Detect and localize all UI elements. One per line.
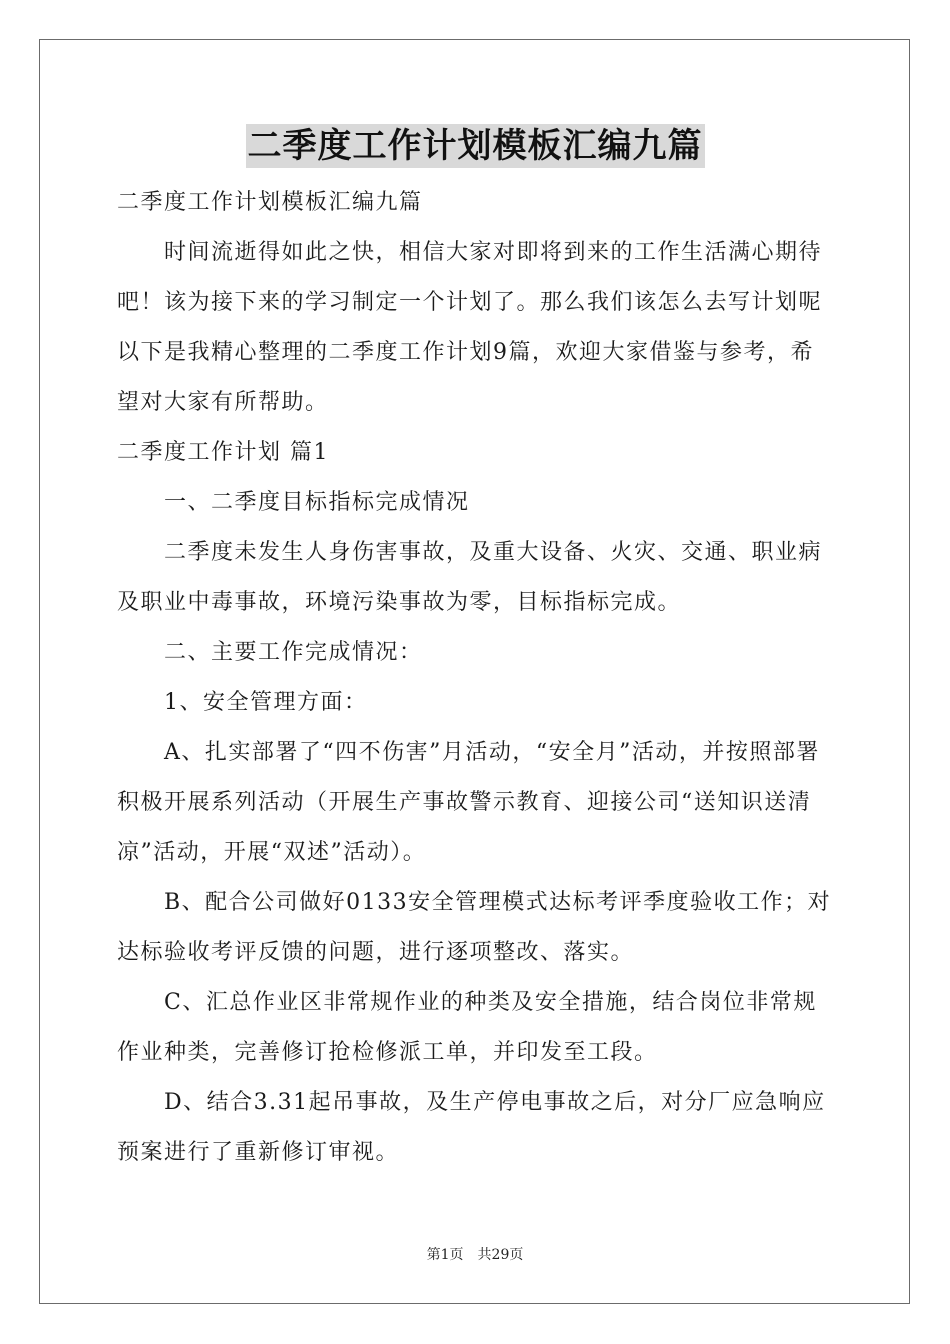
paragraph: 二季度未发生人身伤害事故，及重大设备、火灾、交通、职业病及职业中毒事故，环境污染事故为零，目标指标完成。 bbox=[117, 540, 823, 615]
document-title bbox=[0, 124, 950, 168]
paragraph: 二、主要工作完成情况： bbox=[164, 640, 423, 665]
page-total: 共29页 bbox=[477, 1247, 524, 1263]
paragraph: C、汇总作业区非常规作业的种类及安全措施，结合岗位非常规作业种类，完善修订抢检修派工单，并印发至工段。 bbox=[117, 990, 817, 1065]
document-body bbox=[117, 178, 835, 1178]
paragraph: 1、安全管理方面： bbox=[164, 690, 368, 715]
paragraph: 二季度工作计划 篇1 bbox=[117, 440, 329, 465]
paragraph: A、扎实部署了“四不伤害”月活动，“安全月”活动，并按照部署积极开展系列活动（开展生产事故警示教育、迎接公司“送知识送清凉”活动，开展“双述”活动）。 bbox=[117, 740, 820, 865]
paragraph: 二季度工作计划模板汇编九篇 bbox=[117, 190, 423, 215]
paragraph: B、配合公司做好0133安全管理模式达标考评季度验收工作；对达标验收考评反馈的问题，进行逐项整改、落实。 bbox=[117, 890, 832, 965]
paragraph: D、结合3.31起吊事故，及生产停电事故之后，对分厂应急响应预案进行了重新修订审视。 bbox=[117, 1090, 826, 1165]
page-footer bbox=[0, 1245, 950, 1265]
page-number: 第1页 bbox=[426, 1247, 464, 1263]
document-title-text: 二季度工作计划模板汇编九篇 bbox=[247, 126, 703, 166]
paragraph: 一、二季度目标指标完成情况 bbox=[164, 490, 470, 515]
paragraph: 时间流逝得如此之快，相信大家对即将到来的工作生活满心期待吧！该为接下来的学习制定一个计划了。那么我们该怎么去写计划呢以下是我精心整理的二季度工作计划9篇，欢迎大家借鉴与参考，希望对大家有所帮助。 bbox=[117, 240, 823, 415]
